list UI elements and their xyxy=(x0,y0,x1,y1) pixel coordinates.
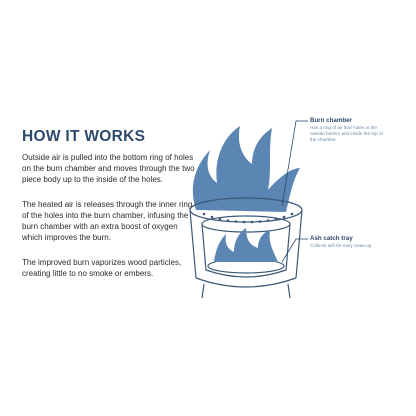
callout-title-ash-tray: Ash catch tray xyxy=(310,235,353,242)
paragraph-heated-air: The heated air is releases through the inner ring of the holes into the burn chamber, infusing the burn chamber with an extra boost of oxygen which improves the burn. xyxy=(22,200,193,242)
callout-desc-ash-tray: Collects ash for easy clean up. xyxy=(310,243,373,248)
callout-pointer-ash-tray xyxy=(282,239,296,262)
callout-title-burn-chamber: Burn chamber xyxy=(310,117,352,124)
ember-icon xyxy=(214,228,278,262)
callout-desc-burn-chamber: Has a ring of air flow holes at the outside bottom and inside the top of the chamber. xyxy=(310,125,383,143)
flame-icon xyxy=(193,126,300,212)
paragraph-air-intake: Outside air is pulled into the bottom ring of holes on the burn chamber and moves through the two piece body up to the inside of the holes. xyxy=(22,153,195,184)
paragraph-improved-burn: The improved burn vaporizes wood particles, creating little to no smoke or embers. xyxy=(22,258,182,278)
section-heading: HOW IT WORKS xyxy=(22,128,146,145)
